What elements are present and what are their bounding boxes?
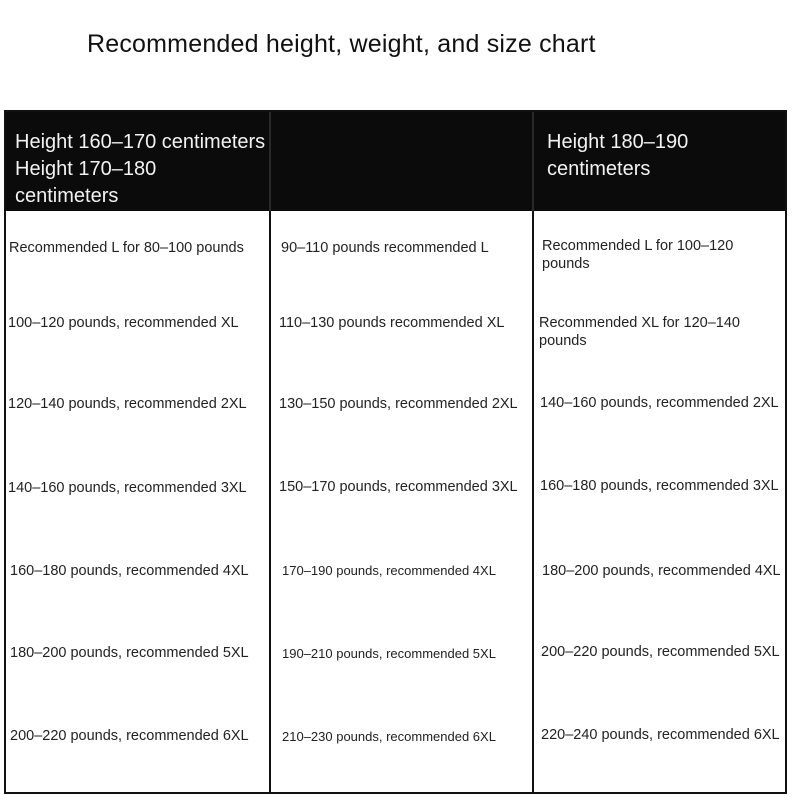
size-chart-table bbox=[4, 110, 787, 794]
table-cell-r6-c3: 200–220 pounds, recommended 5XL bbox=[541, 644, 780, 660]
header-col1 bbox=[6, 112, 306, 211]
page-title: Recommended height, weight, and size chart bbox=[87, 30, 596, 58]
table-cell-r5-c1: 160–180 pounds, recommended 4XL bbox=[10, 563, 249, 579]
table-cell-r7-c2: 210–230 pounds, recommended 6XL bbox=[282, 729, 496, 744]
table-cell-r2-c2: 110–130 pounds recommended XL bbox=[279, 315, 505, 331]
table-cell-r4-c1: 140–160 pounds, recommended 3XL bbox=[8, 480, 247, 496]
table-cell-r7-c3: 220–240 pounds, recommended 6XL bbox=[541, 727, 780, 743]
table-cell-r2-c1: 100–120 pounds, recommended XL bbox=[8, 315, 239, 331]
header-col1-label: Height 160–170 centimeters bbox=[15, 131, 266, 153]
table-cell-r1-c1: Recommended L for 80–100 pounds bbox=[9, 240, 244, 256]
table-cell-r6-c1: 180–200 pounds, recommended 5XL bbox=[10, 645, 249, 661]
header-col3-label: Height 180–190 centimeters bbox=[547, 131, 689, 180]
header-col2-label: Height 170–180 bbox=[15, 158, 157, 180]
table-cell-r4-c2: 150–170 pounds, recommended 3XL bbox=[279, 479, 518, 495]
table-cell-r1-c3: Recommended L for 100–120 pounds bbox=[542, 238, 734, 272]
table-cell-r3-c3: 140–160 pounds, recommended 2XL bbox=[540, 395, 779, 411]
table-cell-r2-c3: Recommended XL for 120–140 pounds bbox=[539, 315, 740, 349]
column-divider-1 bbox=[269, 112, 271, 792]
table-cell-r3-c2: 130–150 pounds, recommended 2XL bbox=[279, 396, 518, 412]
table-header bbox=[6, 112, 785, 211]
table-cell-r3-c1: 120–140 pounds, recommended 2XL bbox=[8, 396, 247, 412]
table-cell-r5-c2: 170–190 pounds, recommended 4XL bbox=[282, 563, 496, 578]
header-col2-continuation: centimeters bbox=[15, 185, 119, 207]
header-col3 bbox=[535, 112, 785, 211]
table-cell-r5-c3: 180–200 pounds, recommended 4XL bbox=[542, 563, 781, 579]
table-cell-r6-c2: 190–210 pounds, recommended 5XL bbox=[282, 646, 496, 661]
column-divider-2 bbox=[532, 112, 534, 792]
table-cell-r4-c3: 160–180 pounds, recommended 3XL bbox=[540, 478, 779, 494]
table-cell-r7-c1: 200–220 pounds, recommended 6XL bbox=[10, 728, 249, 744]
table-cell-r1-c2: 90–110 pounds recommended L bbox=[281, 240, 489, 256]
